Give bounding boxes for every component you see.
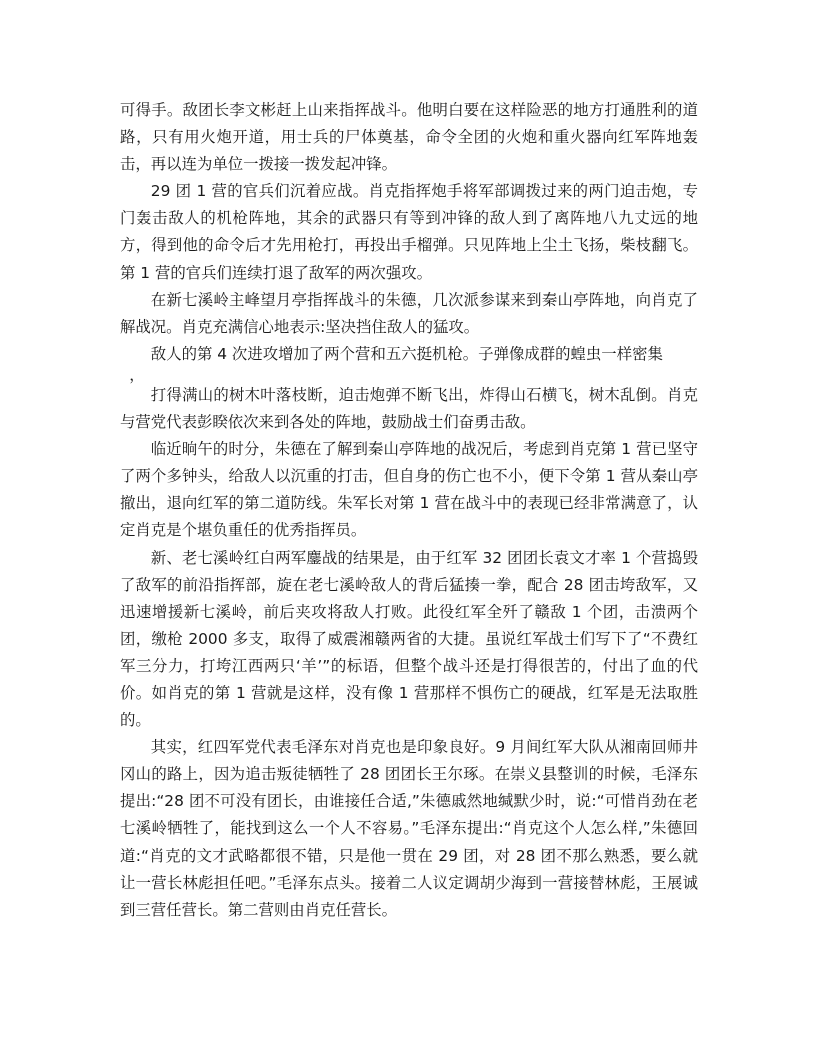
paragraph: 新、老七溪岭红白两军鏖战的结果是，由于红军 32 团团长袁文才率 1 个营捣毁了敌军的前沿指挥部，旋在老七溪岭敌人的背后猛揍一拳，配合 28 团击垮敌军，又迅速增援新七溪岭，前后夹攻将敌人打败。此役红军全歼了赣敌 1 个团，击溃两个团，缴枪 2000 多支，取得了威震湘赣两省的大捷。虽说红军战士们写下了“不费红军三分力，打垮江西两只‘羊’”的标语，但整个战斗还是打得很苦的，付出了血的代价。如肖克的第 1 营就是这样，没有像 1 营那样不惧伤亡的硬战，红军是无法取胜的。	[120, 548, 698, 730]
paragraph: 29 团 1 营的官兵们沉着应战。肖克指挥炮手将军部调拨过来的两门迫击炮，专门轰击敌人的机枪阵地，其余的武器只有等到冲锋的敌人到了离阵地八九丈远的地方，得到他的命令后才先用枪打，再投出手榴弹。只见阵地上尘土飞扬，柴枝翻飞。第 1 营的官兵们连续打退了敌军的两次强攻。	[120, 182, 698, 282]
paragraph: 可得手。敌团长李文彬赶上山来指挥战斗。他明白要在这样险恶的地方打通胜利的道路，只有用火炮开道，用士兵的尸体奠基，命令全团的火炮和重火器向红军阵地轰击，再以连为单位一拨接一拨发起冲锋。	[120, 101, 698, 174]
paragraph: 其实，红四军党代表毛泽东对肖克也是印象良好。9 月间红军大队从湘南回师井冈山的路上，因为追击叛徒牺牲了 28 团团长王尔琢。在崇义县整训的时候，毛泽东提出:“28 团不可没有团长，由谁接任合适,”朱德戚然地缄默少时，说:“可惜肖劲在老七溪岭牺牲了，能找到这么一个人不容易。”毛泽东提出:“肖克这个人怎么样,”朱德回道:“肖克的文才武略都很不错，只是他一贯在 29 团，对 28 团不那么熟悉，要么就让一营长林彪担任吧。”毛泽东点头。接着二人议定调胡少海到一营接替林彪，王展诚到三营任营长。第二营则由肖克任营长。	[120, 738, 698, 919]
paragraph: 临近晌午的时分，朱德在了解到秦山亭阵地的战况后，考虑到肖克第 1 营已坚守了两个多钟头，给敌人以沉重的打击，但自身的伤亡也不小，便下令第 1 营从秦山亭撤出，退向红军的第二道防线。朱军长对第 1 营在战斗中的表现已经非常满意了，认定肖克是个堪负重任的优秀指挥员。	[120, 440, 698, 540]
paragraph: 敌人的第 4 次进攻增加了两个营和五六挺机枪。子弹像成群的蝗虫一样密集	[150, 344, 663, 363]
paragraph: 打得满山的树木叶落枝断，迫击炮弹不断飞出，炸得山石横飞，树木乱倒。肖克与营党代表彭睽依次来到各处的阵地，鼓励战士们奋勇击敌。	[120, 385, 698, 432]
stray-comma: ，	[129, 365, 145, 384]
document-body	[120, 97, 698, 924]
paragraph: 在新七溪岭主峰望月亭指挥战斗的朱德，几次派参谋来到秦山亭阵地，向肖克了解战况。肖克充满信心地表示:坚决挡住敌人的猛攻。	[120, 290, 698, 336]
